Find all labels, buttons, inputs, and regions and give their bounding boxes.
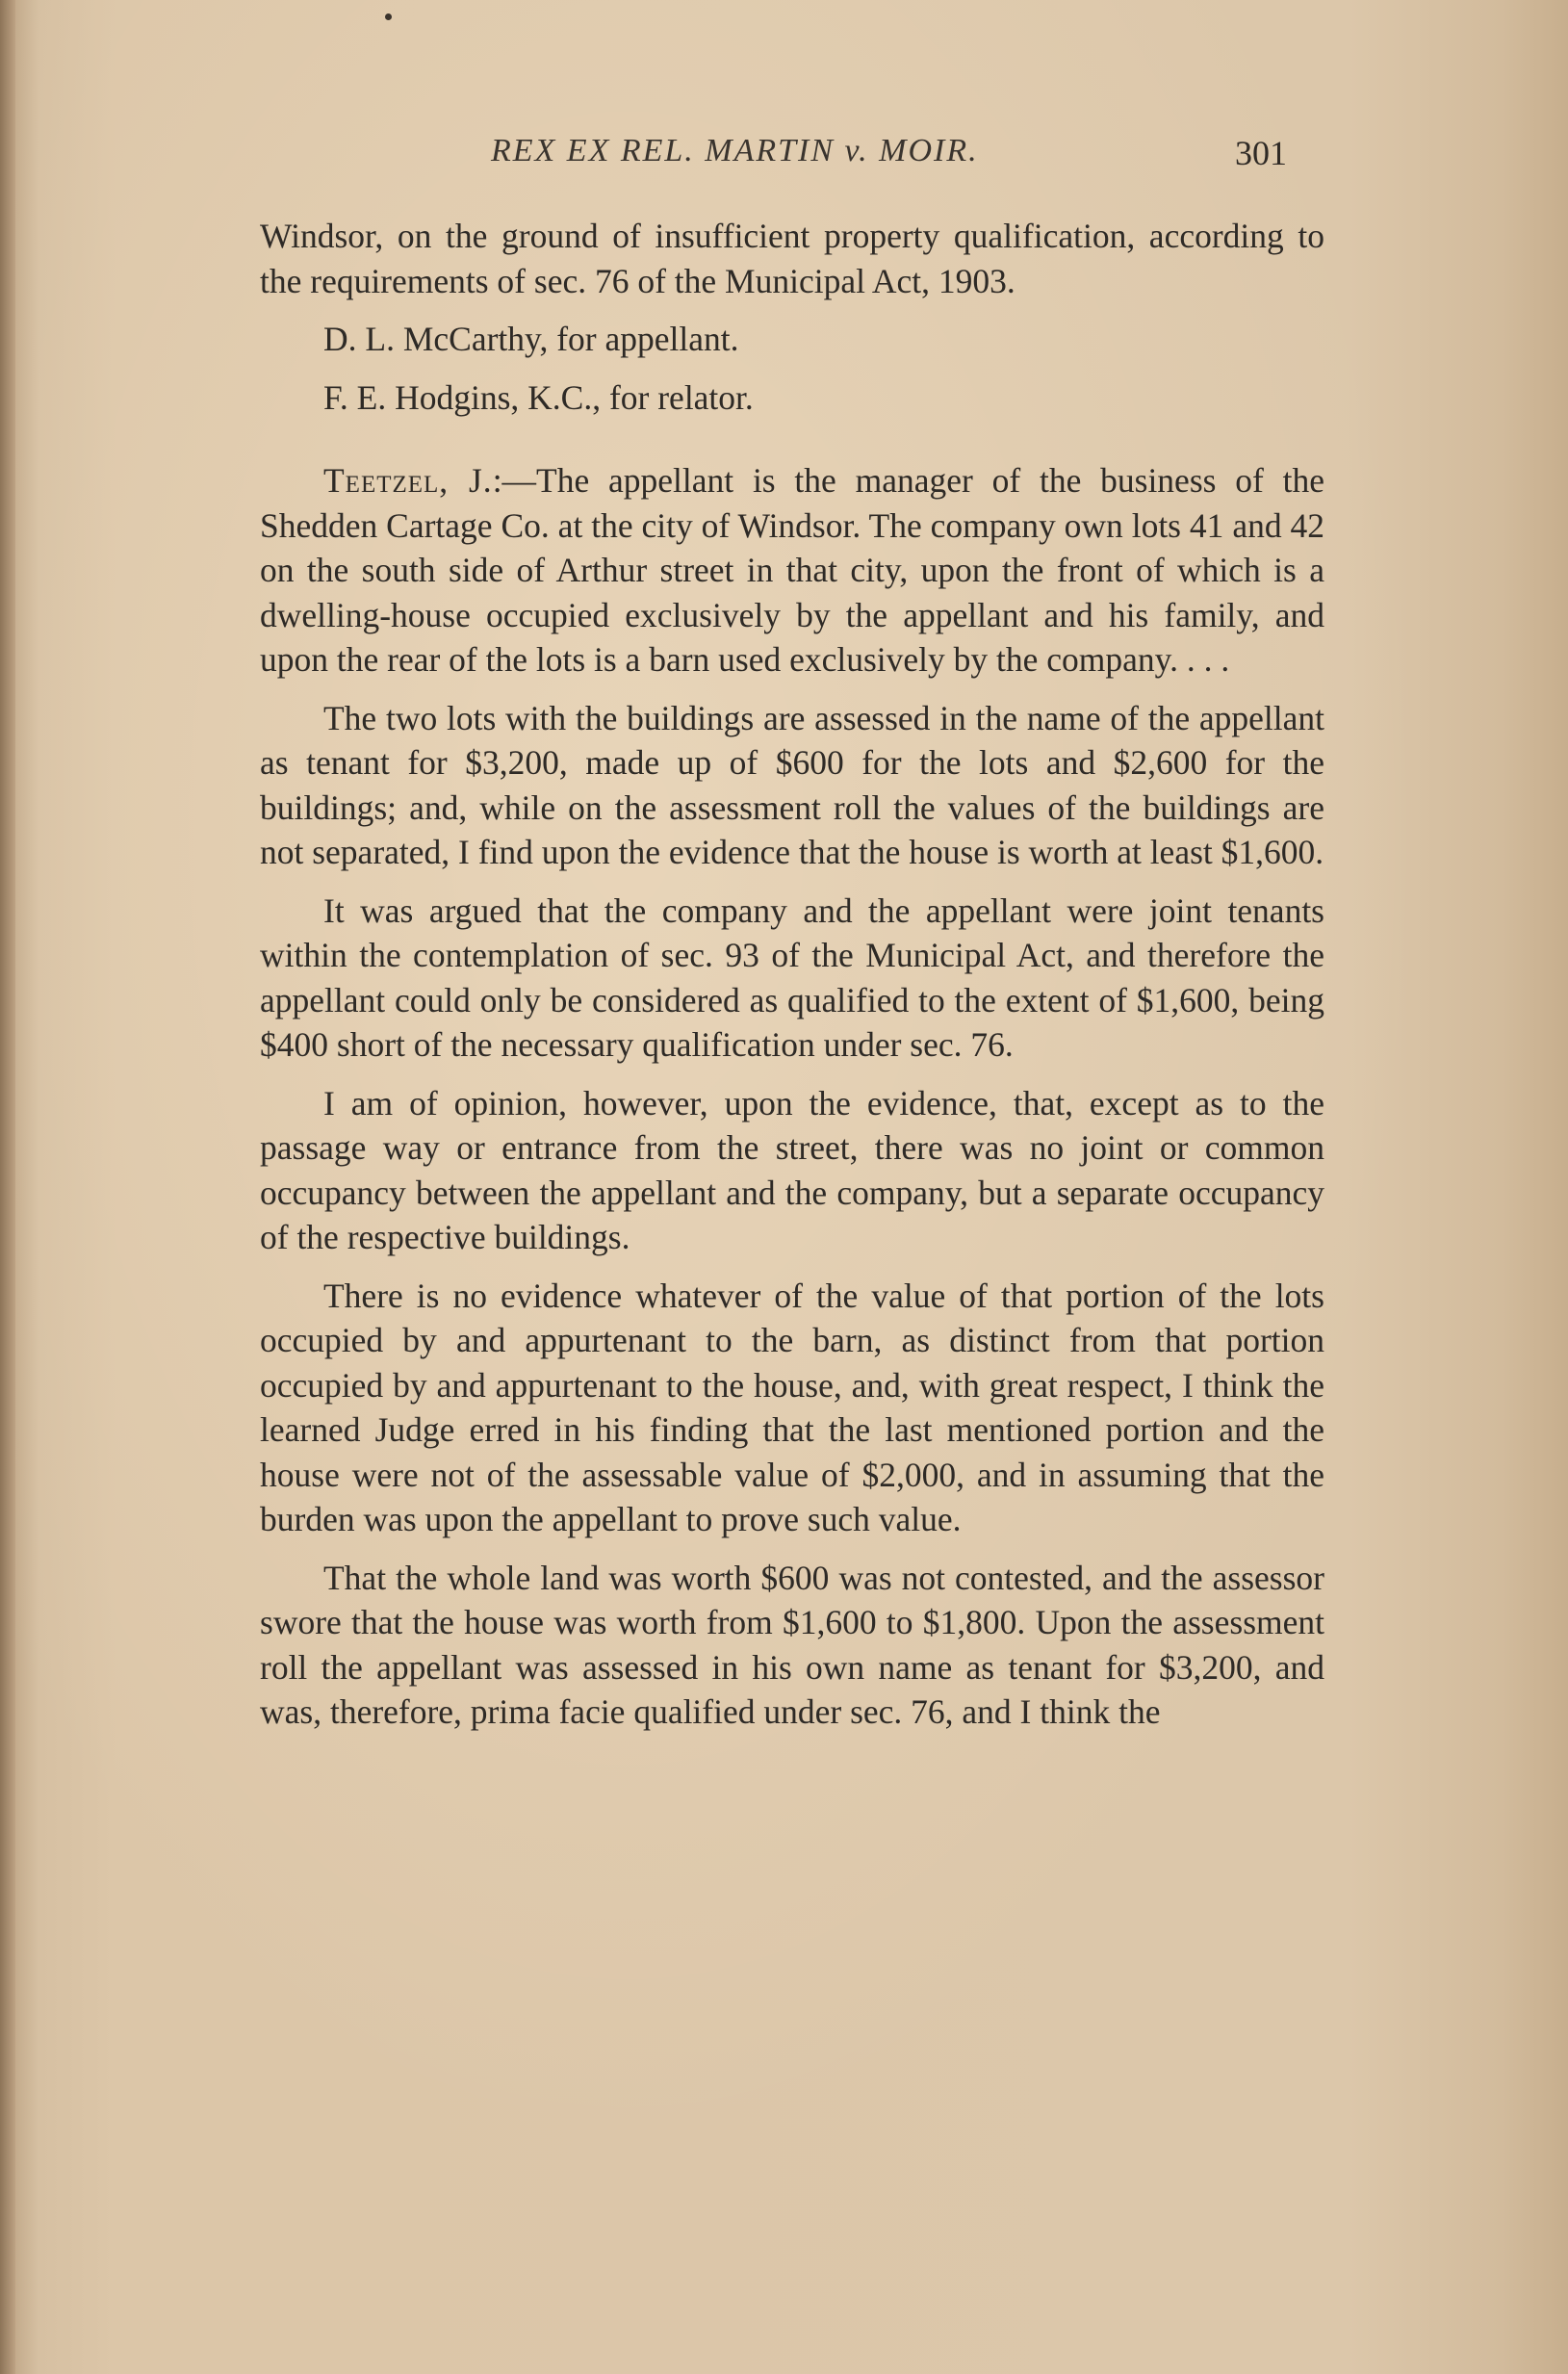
running-head [0,133,1568,191]
paragraph-opinion: I am of opinion, however, upon the evidence, that, except as to the passage way or entrance from the street, there was no joint or common occupancy between the appellant and the company, but a separate occupancy of the respective buildings. [260,1083,1324,1256]
ink-speck [385,13,392,20]
judgment-intro-text: :—The appellant is the manager of the business of the Shedden Cartage Co. at the city of Windsor. The company own lots 41 and 42 on the south side of Arthur street in that city, upon the front of which is a dwelling-house occupied exclusively by the appellant and his family, and upon the rear of the lots is a barn used exclusively by the company. . . . [260,461,1324,679]
paragraph-no-evidence: There is no evidence whatever of the value of that portion of the lots occupied by and appurtenant to the barn, as distinct from that portion occupied by and appurtenant to the house, and, with great respect, I think the learned Judge erred in his finding that the last mentioned portion and the house were not of the assessable value of $2,000, and in assuming that the burden was upon the appellant to prove such value. [260,1276,1324,1538]
body-text [260,214,1324,1735]
page-gutter-shadow [0,0,15,2374]
judge-name: Teetzel, J. [323,461,493,500]
paragraph-land-value: That the whole land was worth $600 was not contested, and the assessor swore that the house was worth from $1,600 to $1,800. Upon the assessment roll the appellant was assessed in his own name as tenant for $3,200, and was, therefore, prima facie qualified under sec. 76, and I think the [260,1558,1324,1731]
page-number: 301 [1235,134,1287,172]
paragraph-assessment: The two lots with the buildings are assessed in the name of the appellant as tenant for $3,200, made up of $600 for the lots and $2,600 for the buildings; and, while on the assessment roll the values of the buildings are not separated, I find upon the evidence that the house is worth at least $1,600. [260,698,1324,871]
paragraph-argued: It was argued that the company and the appellant were joint tenants within the contemplation of sec. 93 of the Municipal Act, and therefore the appellant could only be considered as qualified to the extent of $1,600, being $400 short of the necessary qualification under sec. 76. [260,890,1324,1064]
counsel-relator: F. E. Hodgins, K.C., for relator. [323,377,754,417]
paragraph-judgment-intro [260,458,1324,683]
paragraph-opening: Windsor, on the ground of insufficient property qualification, according to the requirements of sec. 76 of the Municipal Act, 1903. [260,217,1324,300]
counsel-appellant: D. L. McCarthy, for appellant. [323,320,739,358]
running-title: REX EX REL. MARTIN v. MOIR. [491,133,979,168]
